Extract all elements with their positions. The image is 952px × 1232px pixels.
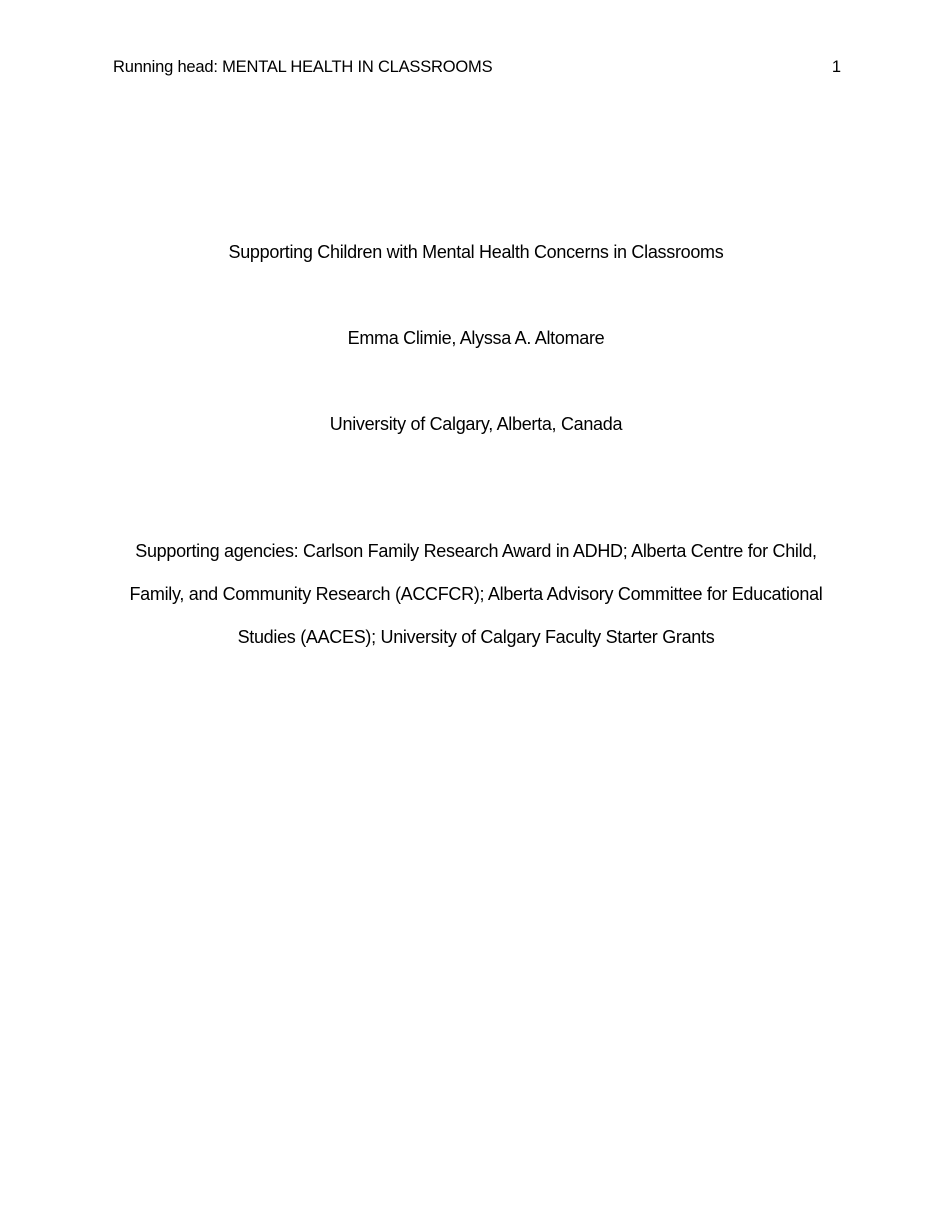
author-list: Emma Climie, Alyssa A. Altomare bbox=[347, 328, 605, 348]
author-affiliation: University of Calgary, Alberta, Canada bbox=[329, 414, 623, 434]
running-head: Running head: MENTAL HEALTH IN CLASSROOMS bbox=[113, 58, 493, 76]
supporting-agencies-note: Supporting agencies: Carlson Family Research Award in ADHD; Alberta Centre for Child, Family, and Community Research (ACCFCR); Alberta Advisory Committee for Educational Studies (AACES); University of Calgary Faculty Starter Grants bbox=[129, 541, 823, 647]
paper-title: Supporting Children with Mental Health Concerns in Classrooms bbox=[228, 242, 724, 262]
page-number: 1 bbox=[831, 58, 841, 76]
